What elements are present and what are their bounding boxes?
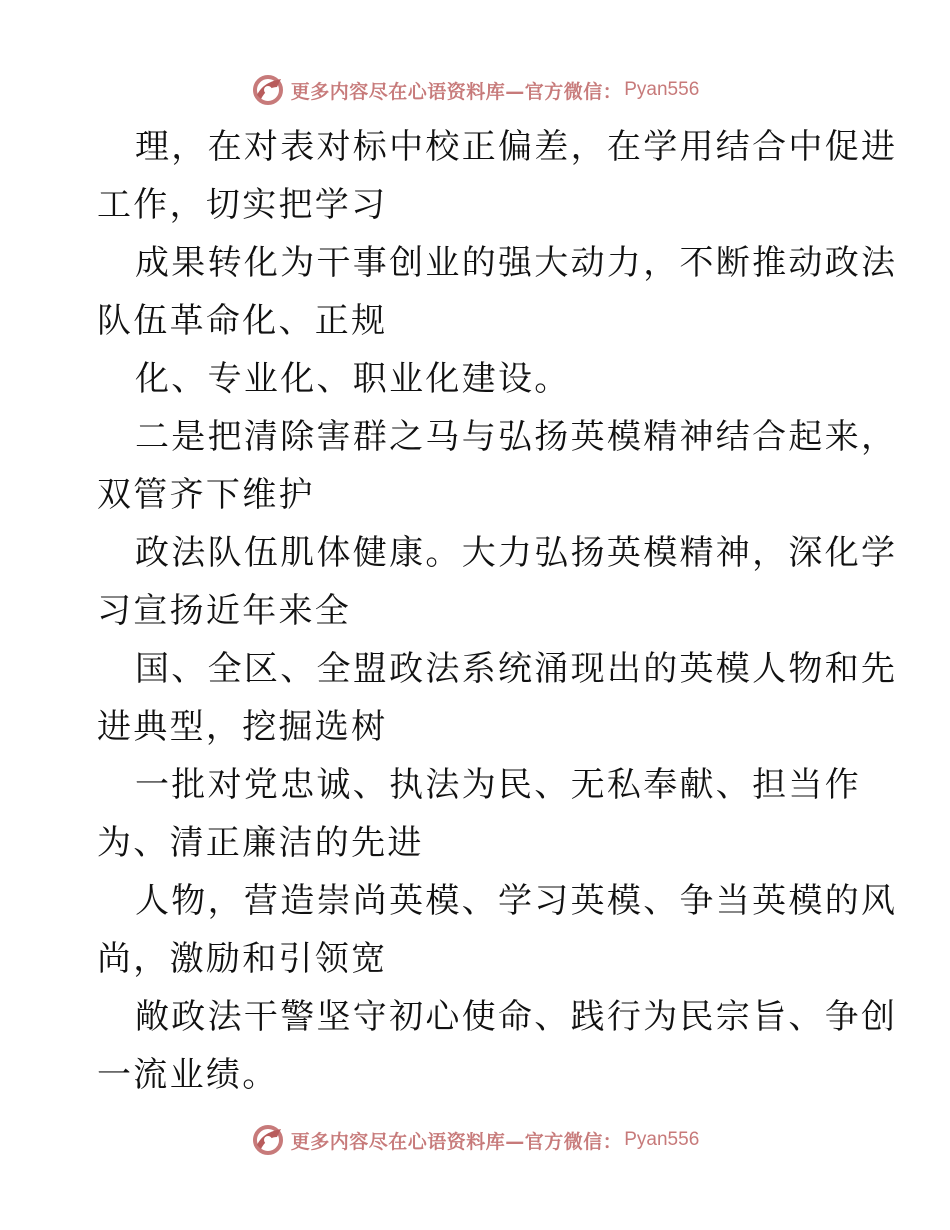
paragraph-line: 尚，激励和引领宽	[97, 939, 388, 979]
paragraph-line: 一批对党忠诚、执法为民、无私奉献、担当作	[135, 765, 861, 805]
paragraph-line: 化、专业化、职业化建设。	[135, 359, 571, 399]
paragraph-line: 理，在对表对标中校正偏差，在学用结合中促进	[135, 127, 898, 167]
paragraph-line: 国、全区、全盟政法系统涌现出的英模人物和先	[135, 649, 898, 689]
ribbon-logo-icon	[251, 1123, 285, 1157]
paragraph-line: 人物，营造崇尚英模、学习英模、争当英模的风	[135, 881, 898, 921]
document-body	[97, 118, 898, 1104]
paragraph-line: 习宣扬近年来全	[97, 591, 352, 631]
paragraph-line: 工作，切实把学习	[97, 185, 388, 225]
watermark-text: 更多内容尽在心语资料库—官方微信：	[290, 1130, 623, 1153]
paragraph-line: 进典型，挖掘选树	[97, 707, 388, 747]
paragraph-line: 双管齐下维护	[97, 475, 315, 515]
watermark-wechat-id: Pyan556	[624, 79, 700, 100]
watermark-wechat-id: Pyan556	[624, 1129, 700, 1150]
paragraph-line: 敞政法干警坚守初心使命、践行为民宗旨、争创	[135, 997, 898, 1037]
watermark-text: 更多内容尽在心语资料库—官方微信：	[290, 80, 623, 103]
paragraph-line: 一流业绩。	[97, 1055, 279, 1095]
paragraph-line: 队伍革命化、正规	[97, 301, 388, 341]
footer-watermark	[0, 1120, 950, 1160]
paragraph-line: 政法队伍肌体健康。大力弘扬英模精神，深化学	[135, 533, 898, 573]
paragraph-line: 为、清正廉洁的先进	[97, 823, 424, 863]
ribbon-logo-icon	[251, 73, 285, 107]
paragraph-line: 二是把清除害群之马与弘扬英模精神结合起来，	[135, 417, 898, 457]
paragraph-line: 成果转化为干事创业的强大动力，不断推动政法	[135, 243, 898, 283]
header-watermark	[0, 70, 950, 110]
